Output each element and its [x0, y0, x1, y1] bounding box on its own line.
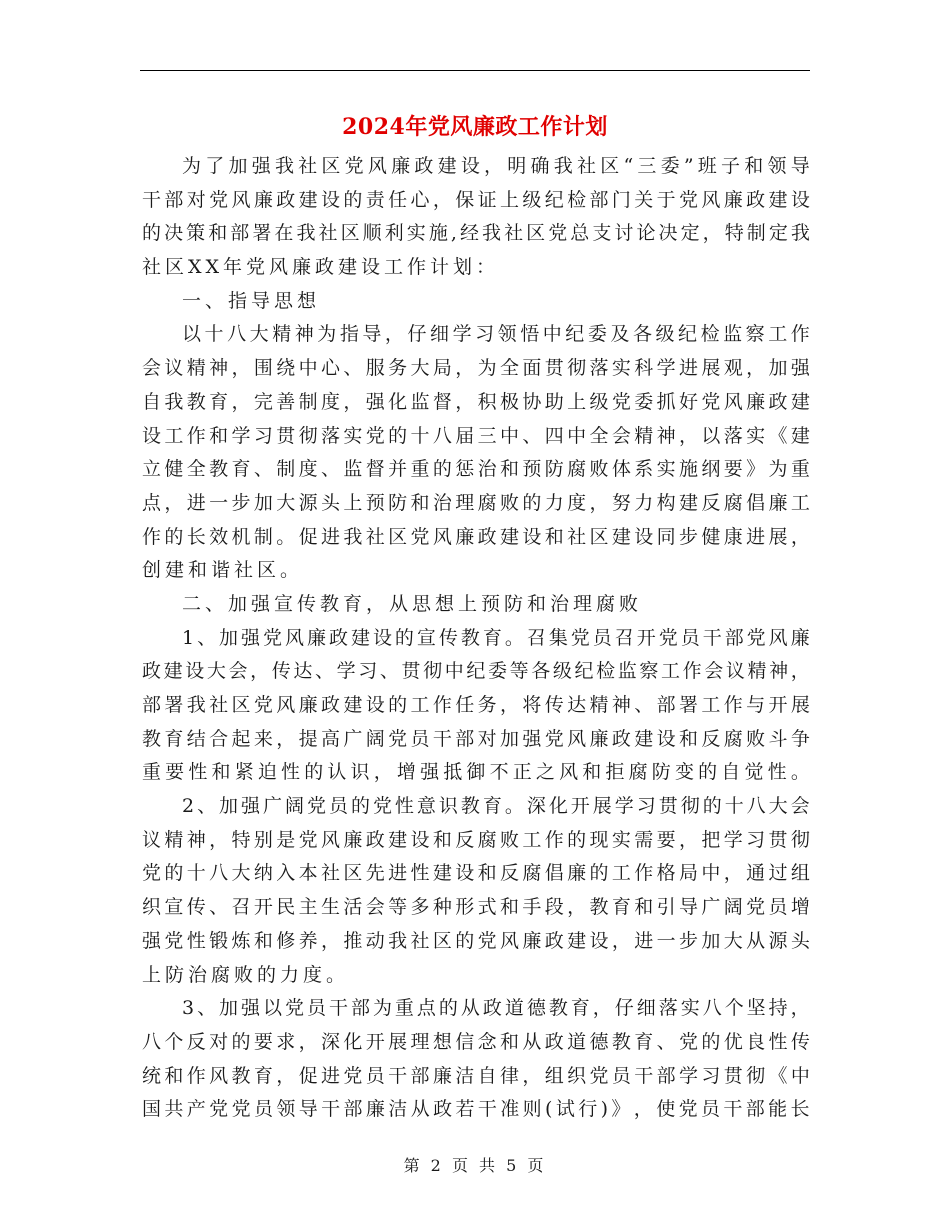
text-line: 议 精 神 ， 特 别 是 党 风 廉 政 建 设 和 反 腐 败 工 作 的 现 实 需 要 ， 把 学 习 贯 彻: [142, 828, 810, 851]
text-line: 干 部 对 党 风 廉 政 建 设 的 责 任 心 ， 保 证 上 级 纪 检 部 门 关 于 党 风 廉 政 建 设: [142, 188, 810, 211]
text-line: 设 工 作 和 学 习 贯 彻 落 实 党 的 十 八 届 三 中 、 四 中 全 会 精 神 ， 以 落 实 《 建: [142, 424, 810, 447]
text-line: 国 共 产 党 党 员 领 导 干 部 廉 洁 从 政 若 干 准 则 ( 试 行 ) 》 ， 使 党 员 干 部 能 长: [142, 1098, 810, 1121]
text-line: 为 了 加 强 我 社 区 党 风 廉 政 建 设 ， 明 确 我 社 区 “ 三 委 ” 班 子 和 领 导: [182, 155, 810, 177]
text-line: 1 、 加 强 党 风 廉 政 建 设 的 宣 传 教 育 。 召 集 党 员 召 开 党 员 干 部 党 风 廉: [182, 626, 810, 649]
text-line: 八 个 反 对 的 要 求 ， 深 化 开 展 理 想 信 念 和 从 政 道 德 教 育 、 党 的 优 良 性 传: [142, 1030, 810, 1053]
text-line: 3 、 加 强 以 党 员 干 部 为 重 点 的 从 政 道 德 教 育 ， 仔 细 落 实 八 个 坚 持 ，: [182, 997, 810, 1020]
text-line: 强 党 性 锻 炼 和 修 养 ， 推 动 我 社 区 的 党 风 廉 政 建 设 ， 进 一 步 加 大 从 源 头: [142, 929, 810, 952]
text-line: 织 宣 传 、 召 开 民 主 生 活 会 等 多 种 形 式 和 手 段 ， 教 育 和 引 导 广 阔 党 员 增: [142, 896, 810, 919]
text-line: 以 十 八 大 精 神 为 指 导 ， 仔 细 学 习 领 悟 中 纪 委 及 各 级 纪 检 监 察 工 作: [182, 323, 810, 346]
text-line: 创建和谐社区。: [142, 559, 304, 582]
text-line: 点 ， 进 一 步 加 大 源 头 上 预 防 和 治 理 腐 败 的 力 度 ， 努 力 构 建 反 腐 倡 廉 工: [142, 491, 810, 514]
text-line: 重 要 性 和 紧 迫 性 的 认 识 ， 增 强 抵 御 不 正 之 风 和 拒 腐 防 变 的 自 觉 性 。: [142, 761, 810, 784]
text-line: 的 决 策 和 部 署 在 我 社 区 顺 利 实 施 , 经 我 社 区 党 总 支 讨 论 决 定 ， 特 制 定 我: [142, 222, 810, 245]
text-line: 自 我 教 育 ， 完 善 制 度 ， 强 化 监 督 ， 积 极 协 助 上 级 党 委 抓 好 党 风 廉 政 建: [142, 390, 810, 413]
text-line: 统 和 作 风 教 育 ， 促 进 党 员 干 部 廉 洁 自 律 ， 组 织 党 员 干 部 学 习 贯 彻 《 中: [142, 1064, 810, 1087]
text-line: 立 健 全 教 育 、 制 度 、 监 督 并 重 的 惩 治 和 预 防 腐 败 体 系 实 施 纲 要 》 为 重: [142, 458, 810, 481]
document-title: 2024年党风廉政工作计划: [342, 114, 608, 140]
text-line: 教 育 结 合 起 来 ， 提 高 广 阔 党 员 干 部 对 加 强 党 风 廉 政 建 设 和 反 腐 败 斗 争: [142, 727, 810, 750]
text-line: 上防治腐败的力度。: [142, 963, 350, 986]
text-line: 党 的 十 八 大 纳 入 本 社 区 先 进 性 建 设 和 反 腐 倡 廉 的 工 作 格 局 中 ， 通 过 组: [142, 862, 810, 885]
text-line: 会 议 精 神 ， 围 绕 中 心 、 服 务 大 局 ， 为 全 面 贯 彻 落 实 科 学 进 展 观 ， 加 强: [142, 357, 810, 380]
text-line: 二、加强宣传教育，从思想上预防和治理腐败: [182, 592, 643, 615]
document-body: [142, 150, 810, 1127]
text-line: 政 建 设 大 会 ， 传 达 、 学 习 、 贯 彻 中 纪 委 等 各 级 纪 检 监 察 工 作 会 议 精 神 ，: [142, 660, 810, 683]
text-line: 部 署 我 社 区 党 风 廉 政 建 设 的 工 作 任 务 ， 将 传 达 精 神 、 部 署 工 作 与 开 展: [142, 694, 810, 716]
text-line: 2 、 加 强 广 阔 党 员 的 党 性 意 识 教 育 。 深 化 开 展 学 习 贯 彻 的 十 八 大 会: [182, 795, 810, 818]
text-line: 社区XX年党风廉政建设工作计划：: [142, 256, 500, 279]
text-line: 一、指导思想: [182, 289, 321, 312]
text-line: 作 的 长 效 机 制 。 促 进 我 社 区 党 风 廉 政 建 设 和 社 区 建 设 同 步 健 康 进 展 ，: [142, 525, 810, 548]
header-rule: [140, 70, 810, 71]
page-number: 第 2 页 共 5 页: [403, 1156, 547, 1175]
